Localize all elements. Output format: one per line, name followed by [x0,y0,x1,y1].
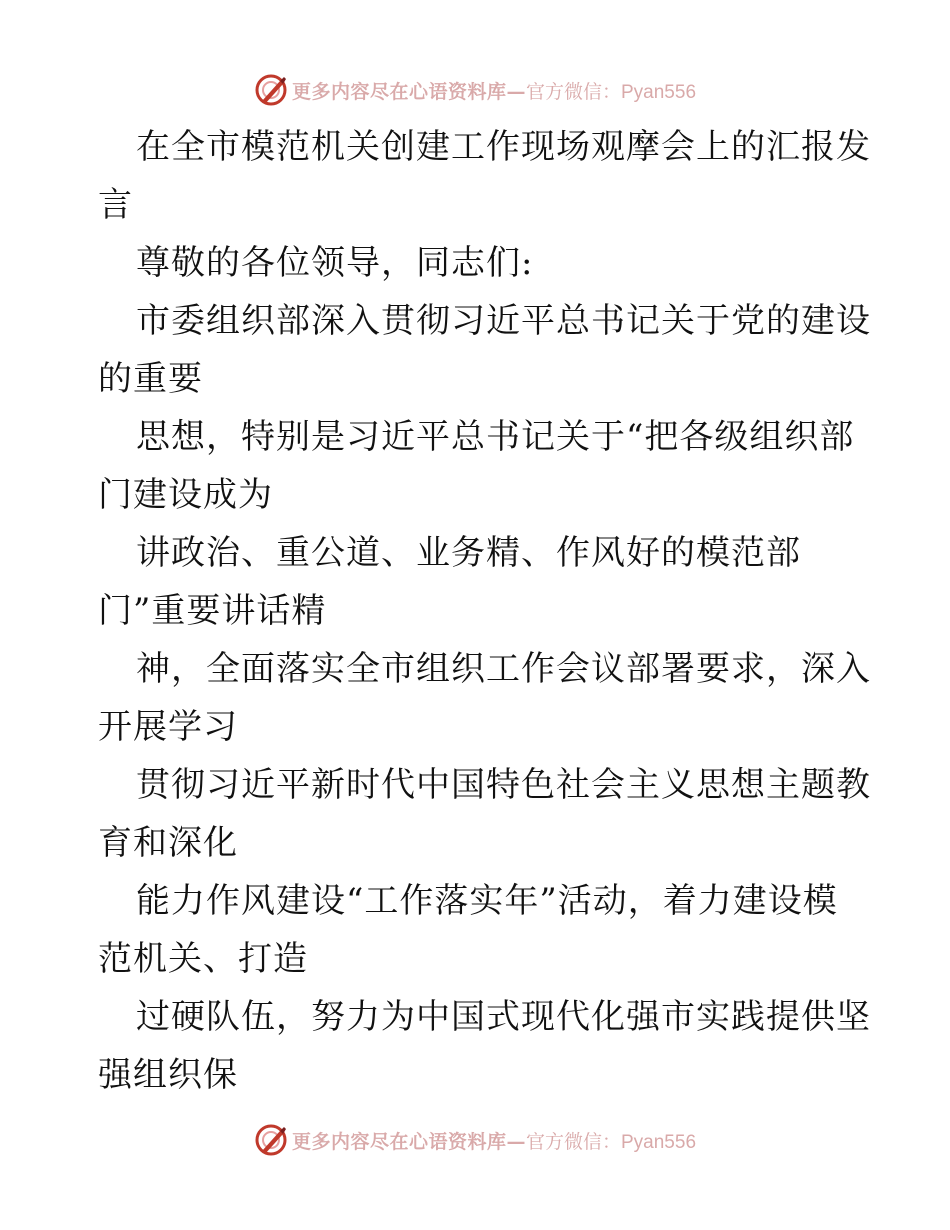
doc-line: 的重要 [98,359,203,399]
doc-line: 育和深化 [98,823,238,863]
doc-line: 思想，特别是习近平总书记关于“把各级组织部 [136,417,855,457]
header-watermark [0,70,950,110]
footer-watermark [0,1120,950,1160]
watermark-site-text: 更多内容尽在心语资料库— [291,80,526,103]
doc-line: 门”重要讲话精 [98,591,327,631]
doc-line: 讲政治、重公道、业务精、作风好的模范部 [136,533,801,573]
doc-line: 市委组织部深入贯彻习近平总书记关于党的建设 [136,301,871,341]
doc-line: 言 [98,185,133,225]
doc-line: 门建设成为 [98,475,273,515]
watermark-wechat-text: 官方微信：Pyan556 [526,81,697,103]
logo-icon [254,73,288,107]
document-body [98,118,871,1104]
doc-line: 强组织保 [98,1055,238,1095]
doc-line: 神，全面落实全市组织工作会议部署要求，深入 [136,649,871,689]
doc-line: 开展学习 [98,707,238,747]
doc-line: 尊敬的各位领导，同志们: [136,243,534,283]
doc-line: 范机关、打造 [98,939,308,979]
doc-line: 能力作风建设“工作落实年”活动，着力建设模 [136,881,838,921]
doc-line: 过硬队伍，努力为中国式现代化强市实践提供坚 [136,997,871,1037]
doc-line: 在全市模范机关创建工作现场观摩会上的汇报发 [136,127,871,167]
watermark-site-text: 更多内容尽在心语资料库— [291,1130,526,1153]
watermark-wechat-text: 官方微信：Pyan556 [526,1131,697,1153]
doc-line: 贯彻习近平新时代中国特色社会主义思想主题教 [136,765,871,805]
logo-icon [254,1123,288,1157]
